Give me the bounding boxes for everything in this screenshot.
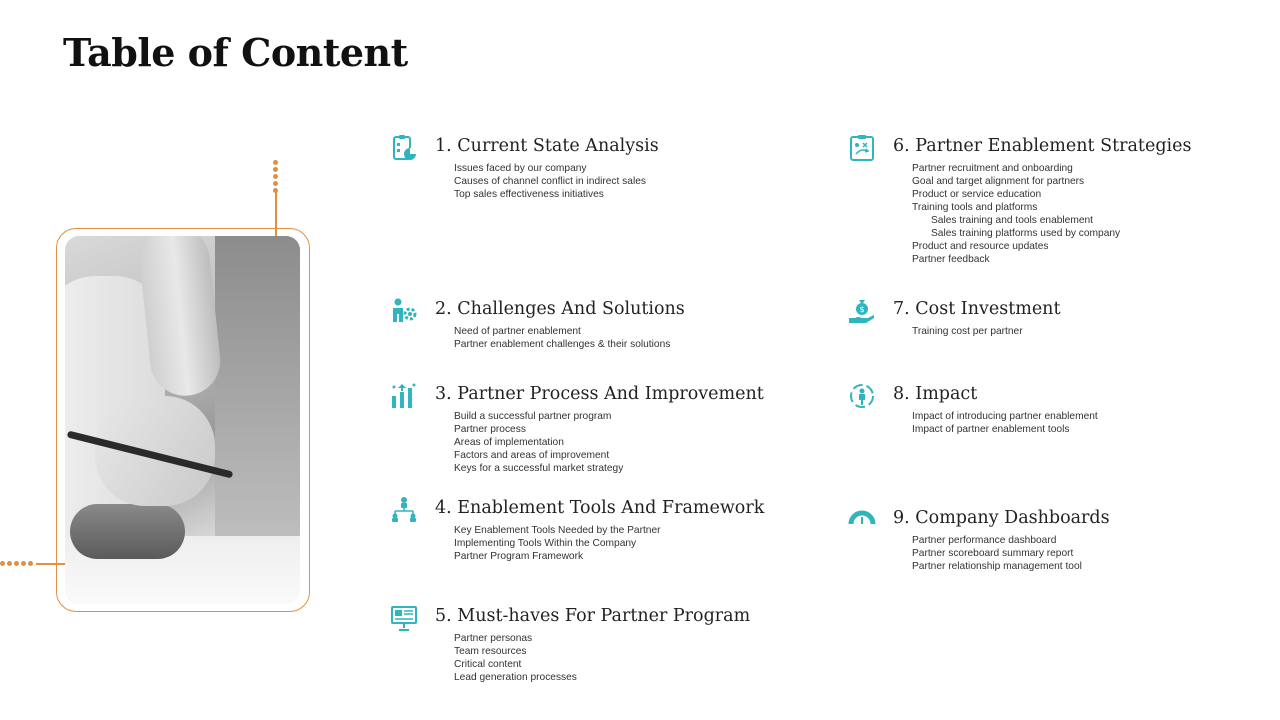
toc-subitem: Factors and areas of improvement [454, 450, 610, 461]
toc-subitem: Training cost per partner [912, 326, 1023, 337]
page-title: Table of Content [63, 30, 408, 75]
person-gear-icon [390, 297, 418, 325]
toc-subitem: Partner enablement challenges & their solutions [454, 339, 671, 350]
toc-heading: 1. Current State Analysis [435, 136, 659, 156]
connector-dot [273, 167, 278, 172]
connector-dot [21, 561, 26, 566]
connector-dot [273, 188, 278, 193]
toc-heading: 7. Cost Investment [893, 299, 1061, 319]
gauge-icon [848, 506, 876, 534]
toc-heading: 9. Company Dashboards [893, 508, 1110, 528]
connector-dot [273, 160, 278, 165]
toc-subitems [912, 162, 1120, 266]
person-arrows-icon [848, 382, 876, 410]
connector-dot [28, 561, 33, 566]
toc-subitem: Product or service education [912, 189, 1042, 200]
toc-subitem: Implementing Tools Within the Company [454, 538, 637, 549]
toc-subitems [912, 410, 1098, 436]
toc-subitem: Causes of channel conflict in indirect sales [454, 176, 646, 187]
toc-subitem: Top sales effectiveness initiatives [454, 189, 604, 200]
toc-subitems [454, 325, 670, 351]
writing-hand-photo [65, 236, 300, 604]
toc-subitems [454, 410, 623, 475]
connector-dot [0, 561, 5, 566]
toc-subitem: Build a successful partner program [454, 411, 612, 422]
toc-subitems [912, 534, 1082, 573]
toc-subitem: Need of partner enablement [454, 326, 581, 337]
toc-subitem: Keys for a successful market strategy [454, 463, 624, 474]
connector-dot [273, 174, 278, 179]
toc-heading: 4. Enablement Tools And Framework [435, 498, 765, 518]
toc-subitem: Partner relationship management tool [912, 561, 1082, 572]
toc-subitem: Sales training platforms used by company [931, 228, 1121, 239]
toc-subitem: Critical content [454, 659, 522, 670]
toc-heading: 2. Challenges And Solutions [435, 299, 685, 319]
toc-heading: 6. Partner Enablement Strategies [893, 136, 1192, 156]
toc-subitem: Partner recruitment and onboarding [912, 163, 1073, 174]
connector-dot [14, 561, 19, 566]
toc-subitem: Key Enablement Tools Needed by the Partner [454, 525, 661, 536]
toc-subitems [912, 325, 1023, 338]
toc-subitem: Training tools and platforms [912, 202, 1038, 213]
toc-subitem: Partner scoreboard summary report [912, 548, 1074, 559]
hand-money-bag-icon [848, 297, 876, 325]
org-chart-icon [390, 496, 418, 524]
toc-subitem: Partner feedback [912, 254, 990, 265]
growth-bars-icon [390, 382, 418, 410]
toc-subitem: Lead generation processes [454, 672, 577, 683]
toc-heading: 5. Must-haves For Partner Program [435, 606, 751, 626]
toc-subitem: Product and resource updates [912, 241, 1049, 252]
toc-subitems [454, 524, 661, 563]
toc-subitem: Partner performance dashboard [912, 535, 1057, 546]
toc-subitems [454, 632, 577, 684]
toc-subitem: Goal and target alignment for partners [912, 176, 1085, 187]
toc-subitem: Impact of introducing partner enablement [912, 411, 1098, 422]
toc-heading: 3. Partner Process And Improvement [435, 384, 764, 404]
toc-subitem: Sales training and tools enablement [931, 215, 1093, 226]
strategy-board-icon [848, 134, 876, 162]
clipboard-chart-icon [390, 134, 418, 162]
toc-subitem: Areas of implementation [454, 437, 564, 448]
presentation-board-icon [390, 604, 418, 632]
connector-dot [273, 181, 278, 186]
toc-heading: 8. Impact [893, 384, 978, 404]
connector-dot [7, 561, 12, 566]
toc-subitem: Partner personas [454, 633, 533, 644]
toc-subitems [454, 162, 646, 201]
toc-subitem: Impact of partner enablement tools [912, 424, 1070, 435]
toc-subitem: Partner Program Framework [454, 551, 584, 562]
toc-subitem: Issues faced by our company [454, 163, 587, 174]
toc-subitem: Team resources [454, 646, 527, 657]
svg-text:$: $ [859, 305, 865, 314]
toc-subitem: Partner process [454, 424, 526, 435]
